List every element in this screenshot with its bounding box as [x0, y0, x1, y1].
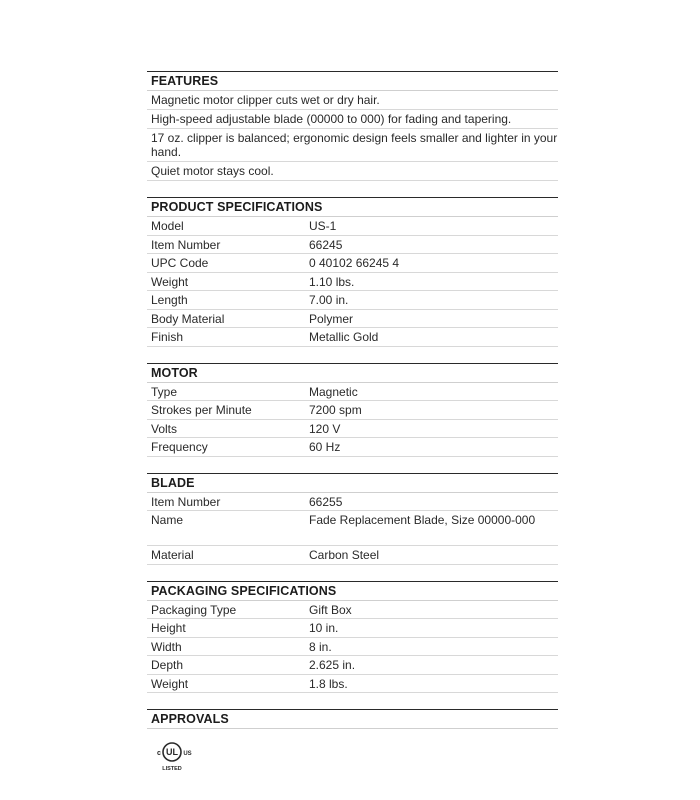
spec-value: Gift Box	[309, 602, 352, 617]
spec-row-upc-code	[147, 254, 558, 273]
section-title-packaging-specifications: PACKAGING SPECIFICATIONS	[147, 581, 558, 601]
spec-label: Body Material	[151, 311, 225, 326]
spec-value: 1.10 lbs.	[309, 274, 355, 289]
spec-label: Finish	[151, 330, 184, 344]
spec-label: Weight	[151, 274, 189, 289]
section-title-features: FEATURES	[147, 71, 558, 91]
spec-value: 7200 spm	[309, 403, 362, 417]
spec-row-weight	[147, 675, 558, 694]
spec-value: Magnetic	[309, 384, 358, 399]
spec-value: 2.625 in.	[309, 658, 356, 672]
spec-label: Weight	[151, 676, 189, 691]
spec-value: 1.8 lbs.	[309, 676, 348, 691]
spec-value: 7.00 in.	[309, 293, 349, 307]
spec-label: Width	[151, 639, 182, 654]
spec-label: Name	[151, 513, 184, 527]
spec-label: Packaging Type	[151, 602, 237, 617]
spec-row-width	[147, 638, 558, 657]
spec-row-weight	[147, 273, 558, 292]
feature-item: 17 oz. clipper is balanced; ergonomic design feels smaller and lighter in your hand.	[147, 129, 558, 162]
cul-us-listed-mark-icon	[149, 739, 195, 773]
ul-mark-c: c	[157, 750, 161, 757]
spec-value: 66245	[309, 237, 343, 252]
spec-value: Fade Replacement Blade, Size 00000-000	[309, 513, 536, 527]
spec-row-length	[147, 291, 558, 310]
ul-mark-letters: UL	[166, 747, 178, 758]
spec-row-type	[147, 383, 558, 402]
spec-label: Strokes per Minute	[151, 403, 252, 417]
spec-row-item-number	[147, 493, 558, 512]
spec-row-depth	[147, 656, 558, 675]
spec-value: US-1	[309, 219, 337, 233]
spec-row-body-material	[147, 310, 558, 329]
spec-value: Polymer	[309, 311, 354, 326]
spec-row-item-number	[147, 236, 558, 255]
spec-row-strokes-per-minute	[147, 401, 558, 420]
spec-value: 60 Hz	[309, 440, 341, 454]
spec-value: Carbon Steel	[309, 548, 380, 562]
approvals-body	[147, 729, 558, 773]
spec-label: Type	[151, 384, 178, 399]
section-title-product-specifications: PRODUCT SPECIFICATIONS	[147, 197, 558, 217]
spec-sheet	[147, 71, 558, 789]
blade-section	[147, 473, 558, 565]
spec-label: Model	[151, 219, 184, 233]
spec-label: UPC Code	[151, 256, 209, 270]
motor-section	[147, 363, 558, 457]
spec-row-packaging-type	[147, 601, 558, 620]
spec-row-volts	[147, 420, 558, 439]
spec-label: Item Number	[151, 237, 221, 252]
section-title-approvals: APPROVALS	[147, 709, 558, 729]
spec-value: 66255	[309, 494, 343, 509]
spec-row-name	[147, 511, 558, 546]
spec-value: 120 V	[309, 421, 341, 436]
spec-value: 0 40102 66245 4	[309, 256, 400, 270]
spec-row-height	[147, 619, 558, 638]
spec-value: 8 in.	[309, 639, 332, 654]
spec-label: Height	[151, 621, 186, 635]
feature-item: Quiet motor stays cool.	[147, 162, 558, 181]
spec-value: Metallic Gold	[309, 330, 379, 344]
feature-item: Magnetic motor clipper cuts wet or dry hair.	[147, 91, 558, 110]
spec-row-frequency	[147, 438, 558, 457]
packaging-specifications-section	[147, 581, 558, 694]
spec-label: Length	[151, 293, 188, 307]
spec-label: Material	[151, 548, 194, 562]
spec-label: Depth	[151, 658, 184, 672]
section-title-blade: BLADE	[147, 473, 558, 493]
spec-label: Volts	[151, 421, 178, 436]
spec-label: Frequency	[151, 440, 208, 454]
spec-row-material	[147, 546, 558, 565]
spec-row-model	[147, 217, 558, 236]
features-section	[147, 71, 558, 181]
ul-mark-listed: LISTED	[162, 766, 182, 772]
ul-mark-us: US	[183, 751, 192, 757]
approvals-section	[147, 709, 558, 773]
section-title-motor: MOTOR	[147, 363, 558, 383]
spec-value: 10 in.	[309, 621, 339, 635]
feature-item: High-speed adjustable blade (00000 to 000) for fading and tapering.	[147, 110, 558, 129]
product-specifications-section	[147, 197, 558, 347]
spec-label: Item Number	[151, 494, 221, 509]
spec-row-finish	[147, 328, 558, 347]
